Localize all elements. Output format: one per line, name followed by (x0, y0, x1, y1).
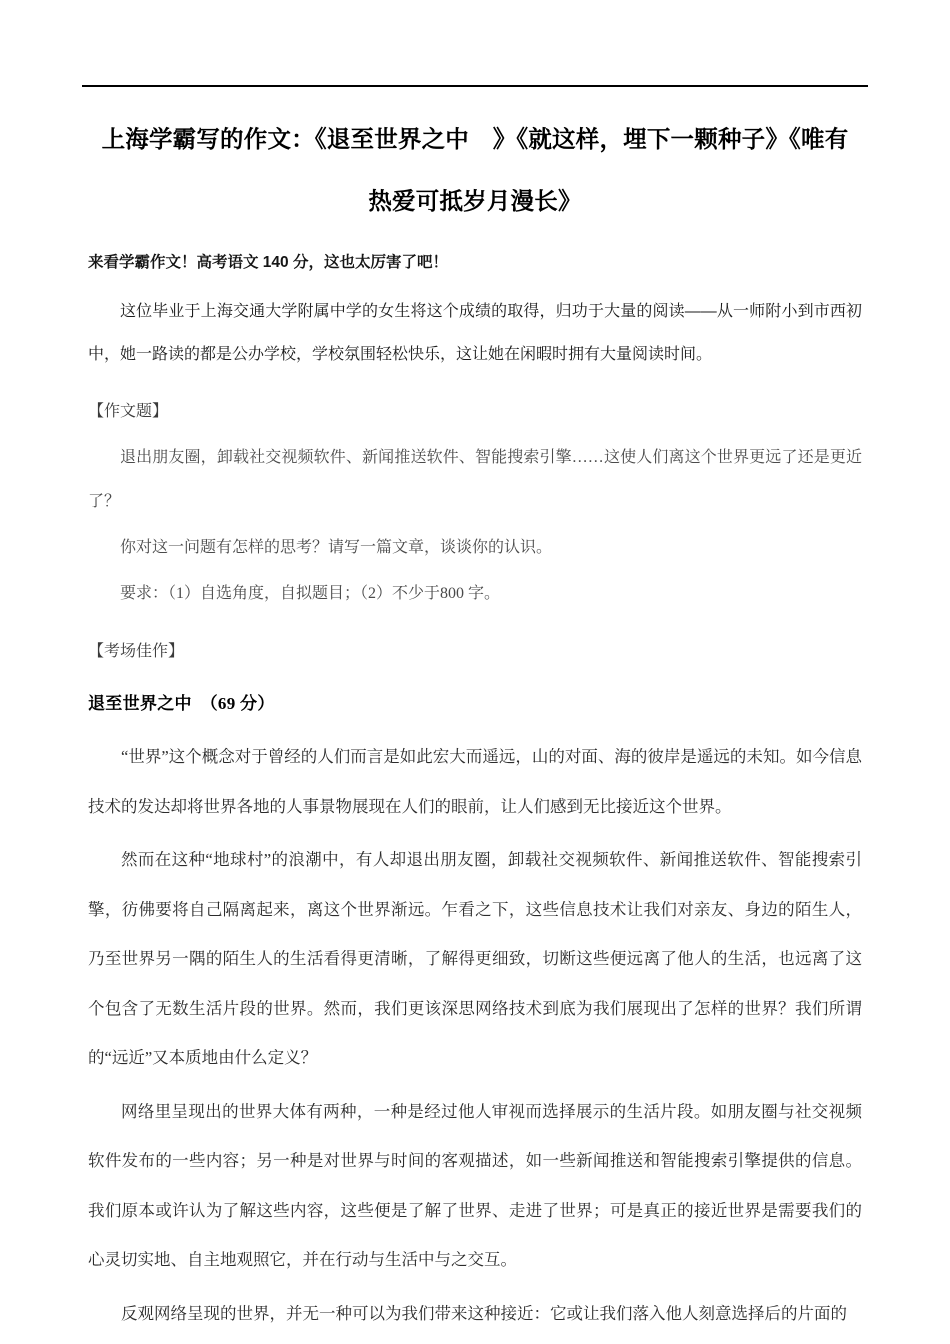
essay-paragraph-3: 网络里呈现出的世界大体有两种，一种是经过他人审视而选择展示的生活片段。如朋友圈与社交视频软件发布的一些内容；另一种是对世界与时间的客观描述，如一些新闻推送和智能搜索引擎提供的信息。我们原本或许认为了解这些内容，这些便是了解了世界、走进了世界；可是真正的接近世界是需要我们的心灵切实地、自主地观照它，并在行动与生活中与之交互。 (88, 1101, 862, 1269)
essay-paragraph-4: 反观网络呈现的世界，并无一种可以为我们带来这种接近：它或让我们落入他人刻意选择后的片面的 (121, 1303, 847, 1323)
prompt-paragraph-3: 要求：（1）自选角度，自拟题目；（2）不少于800 字。 (120, 585, 501, 602)
essay-title: 退至世界之中 （69 分） (88, 694, 275, 713)
essay-section-label: 【考场佳作】 (88, 643, 185, 660)
prompt-paragraph-1: 退出朋友圈，卸载社交视频软件、新闻推送软件、智能搜索引擎……这使人们离这个世界更远了还是更近了？ (88, 449, 862, 510)
essay-paragraph-1: “世界”这个概念对于曾经的人们而言是如此宏大而遥远，山的对面、海的彼岸是遥远的未知。如今信息技术的发达却将世界各地的人事景物展现在人们的眼前，让人们感到无比接近这个世界。 (88, 747, 862, 816)
essay-paragraph-2: 然而在这种“地球村”的浪潮中，有人却退出朋友圈，卸载社交视频软件、新闻推送软件、智能搜索引擎，彷佛要将自己隔离起来，离这个世界渐远。乍看之下，这些信息技术让我们对亲友、身边的陌生人，乃至世界另一隅的陌生人的生活看得更清晰，了解得更细致，切断这些便远离了他人的生活，也远离了这个包含了无数生活片段的世界。然而，我们更该深思网络技术到底为我们展现出了怎样的世界？我们所谓的“远近”又本质地由什么定义？ (88, 850, 862, 1067)
prompt-paragraph-2: 你对这一问题有怎样的思考？请写一篇文章，谈谈你的认识。 (120, 539, 553, 556)
prompt-section-label: 【作文题】 (88, 403, 169, 420)
intro-lead-text: 来看学霸作文！高考语文 140 分，这也太厉害了吧！ (88, 254, 448, 271)
document-content (88, 108, 862, 1338)
intro-body-text: 这位毕业于上海交通大学附属中学的女生将这个成绩的取得，归功于大量的阅读——从一师附小到市西初中，她一路读的都是公办学校，学校氛围轻松快乐，这让她在闲暇时拥有大量阅读时间。 (88, 303, 862, 363)
page-title: 上海学霸写的作文：《退至世界之中 》《就这样，埋下一颗种子》《唯有热爱可抵岁月漫长》 (101, 126, 849, 214)
header-divider (82, 85, 868, 87)
